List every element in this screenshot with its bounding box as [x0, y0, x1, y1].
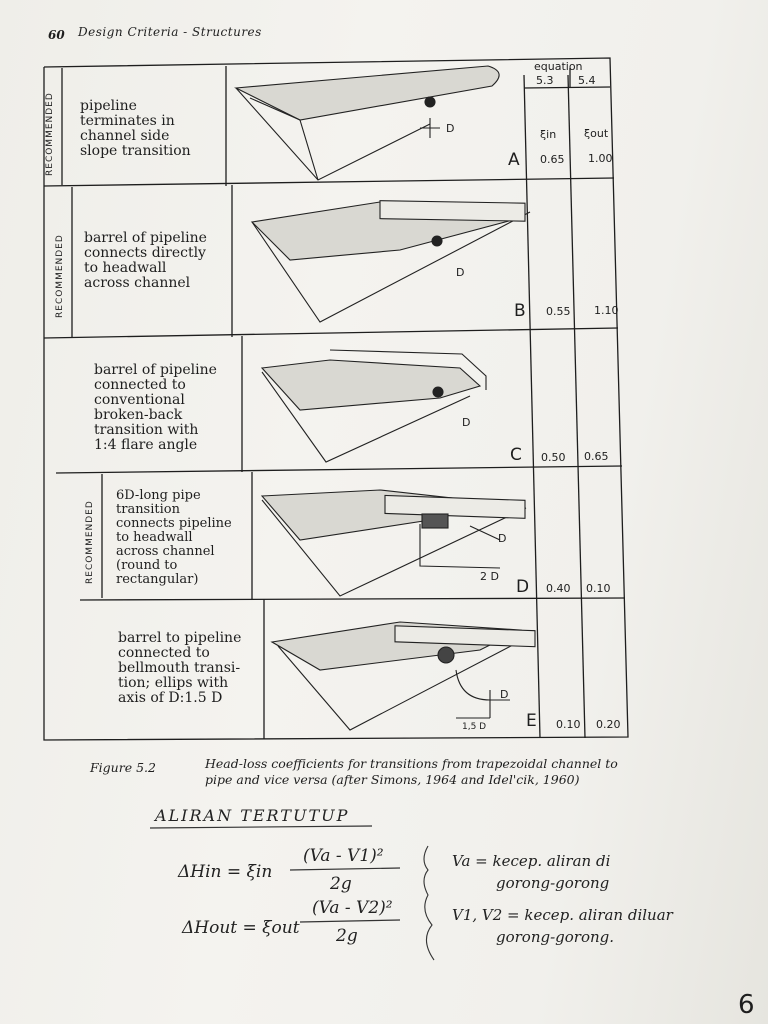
- row-b-xi-in: 0.55: [546, 305, 571, 318]
- row-d-dim-d: D: [498, 532, 507, 545]
- row-e-xi-in: 0.10: [556, 718, 581, 731]
- eq-out-lhs: ΔHout = ξout: [182, 918, 300, 938]
- row-a-dim-d: D: [446, 122, 455, 135]
- eq-out-denominator: 2g: [336, 926, 358, 946]
- fraction-bar-in: [290, 868, 400, 870]
- figure-label: Figure 5.2: [90, 760, 156, 775]
- fraction-bar-out: [300, 920, 400, 922]
- row-b-xi-out: 1.10: [594, 304, 619, 317]
- row-d-letter: D: [516, 577, 530, 597]
- heading-underline: [150, 826, 372, 828]
- row-b-dim-d: D: [456, 266, 465, 279]
- row-c-xi-in: 0.50: [541, 451, 566, 464]
- notes-heading: ALIRAN TERTUTUP: [155, 806, 350, 825]
- definition-va: Va = kecep. aliran di: [452, 852, 611, 870]
- running-title: Design Criteria - Structures: [78, 25, 262, 39]
- eq-in-lhs: ΔHin = ξin: [178, 862, 273, 882]
- row-a-xi-in: 0.65: [540, 153, 565, 166]
- page-number: 60: [48, 28, 65, 42]
- recommended-label-a: RECOMMENDED: [45, 92, 55, 176]
- recommended-label-b: RECOMMENDED: [55, 234, 65, 318]
- row-d-description: 6D-long pipe transition connects pipeline to headwall across channel (round to rectangular): [116, 488, 232, 587]
- row-e-description: barrel to pipeline connected to bellmouth transi- tion; ellips with axis of D:1.5 D: [118, 630, 242, 706]
- xi-out-header: ξout: [584, 127, 609, 140]
- eq-col-54: 5.4: [578, 74, 596, 87]
- eq-in-numerator: (Va - V1)²: [303, 846, 384, 866]
- eq-in-denominator: 2g: [330, 874, 352, 894]
- row-c-description: barrel of pipeline connected to conventional broken-back transition with 1:4 flare angle: [94, 362, 217, 453]
- eq-out-numerator: (Va - V2)²: [312, 898, 393, 918]
- equation-label: equation: [534, 60, 583, 73]
- page-mark: 6: [738, 990, 755, 1020]
- row-e-xi-out: 0.20: [596, 718, 621, 731]
- row-a-letter: A: [508, 150, 520, 170]
- row-c-dim-d: D: [462, 416, 471, 429]
- eq-col-53: 5.3: [536, 74, 554, 87]
- xi-in-header: ξin: [540, 128, 557, 141]
- brace: [424, 846, 434, 960]
- row-d-dim-2d: 2 D: [480, 570, 499, 583]
- row-b-letter: B: [514, 301, 526, 321]
- row-c-letter: C: [510, 445, 522, 465]
- row-e-dim-d: D: [500, 688, 509, 701]
- row-e-dim-15d: 1,5 D: [462, 722, 487, 732]
- row-b-description: barrel of pipeline connects directly to headwall across channel: [84, 230, 207, 291]
- definition-va-cont: gorong-gorong: [496, 874, 610, 892]
- figure-caption: Head-loss coefficients for transitions from trapezoidal channel to pipe and vice versa (after Simons, 1964 and Idel'cik, 1960): [205, 756, 618, 787]
- row-a-xi-out: 1.00: [588, 152, 613, 165]
- row-d-xi-in: 0.40: [546, 582, 571, 595]
- definition-v1v2-cont: gorong-gorong.: [496, 928, 615, 946]
- row-a-description: pipeline terminates in channel side slope transition: [80, 98, 191, 159]
- row-e-letter: E: [526, 711, 537, 731]
- row-c-xi-out: 0.65: [584, 450, 609, 463]
- row-d-xi-out: 0.10: [586, 582, 611, 595]
- recommended-label-d: RECOMMENDED: [85, 500, 95, 584]
- definition-v1v2: V1, V2 = kecep. aliran diluar: [452, 906, 673, 924]
